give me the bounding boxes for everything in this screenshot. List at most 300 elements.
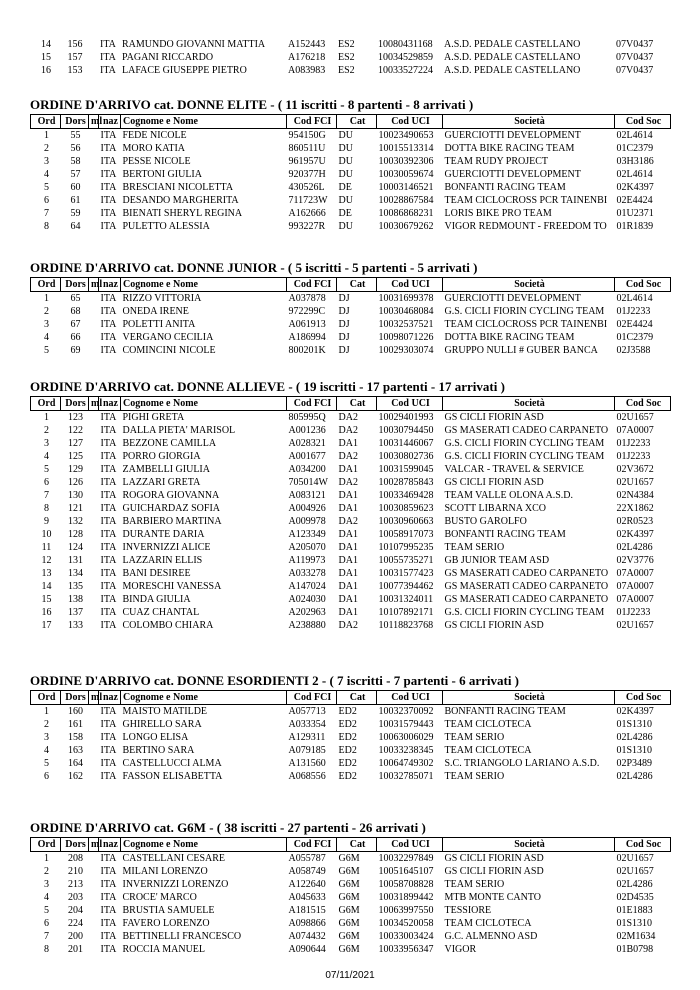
column-header: ml [89,691,99,705]
cell-societa: GB JUNIOR TEAM ASD [444,555,550,566]
column-header: naz [99,115,121,129]
cell-name: COMINCINI NICOLE [122,345,216,356]
cell-ml [89,220,99,233]
column-header: Società [443,115,615,129]
cell-ord: 1 [44,706,49,717]
table-row [31,515,671,528]
cell-cod-fci: A034200 [288,464,326,475]
cell-cod-uci: 10077394462 [378,581,434,592]
cell-ord: 5 [44,182,49,193]
cell-naz: ITA [100,542,117,553]
cell-cod-fci: A119973 [288,555,326,566]
cell-naz: ITA [100,758,117,769]
cell-societa: TEAM CICLOCROSS PCR TAINENBI [444,195,608,206]
column-header: ml [89,278,99,292]
cell-societa: DOTTA BIKE RACING TEAM [444,143,575,154]
cell-cod-fci: 711723W [288,195,328,206]
cell-cod-fci: A238880 [288,620,326,631]
cell-ord: 15 [41,52,51,63]
cell-naz: ITA [100,319,117,330]
cell-dors: 122 [68,425,83,436]
cell-cod-soc: 01R1839 [616,221,654,232]
cell-name: ZAMBELLI GIULIA [122,464,210,475]
cell-societa: G.S. CICLI FIORIN CYCLING TEAM [444,607,605,618]
cell-cat: DA1 [338,542,358,553]
cell-ord: 2 [44,306,49,317]
table-row [31,943,671,956]
cell-name: PULETTO ALESSIA [122,221,210,232]
cell-cat: ED2 [338,758,357,769]
cell-ml [89,207,99,220]
cell-naz: ITA [100,555,117,566]
cell-dors: 132 [68,516,83,527]
cell-ml [89,411,99,425]
cell-name: PIGHI GRETA [122,412,185,423]
cell-cod-soc: 01B0798 [616,944,654,955]
cell-naz: ITA [100,182,117,193]
cell-ml [89,705,99,719]
cell-societa: TEAM RUDY PROJECT [444,156,549,167]
cell-societa: GS MASERATI CADEO CARPANETO [444,425,609,436]
column-header: Cod Soc [615,691,671,705]
cell-cat: DJ [338,306,350,317]
cell-name: VERGANO CECILIA [122,332,214,343]
cell-name: INVERNIZZI LORENZO [122,879,229,890]
cell-cod-soc: 07V0437 [616,52,654,63]
cell-dors: 123 [68,412,83,423]
cell-dors: 125 [68,451,83,462]
cell-ord: 5 [44,905,49,916]
cell-ord: 4 [44,745,49,756]
column-header: Cognome e Nome [121,691,287,705]
column-header: ml [89,115,99,129]
column-header: Società [443,278,615,292]
cell-cod-fci: A004926 [288,503,326,514]
column-header: naz [99,691,121,705]
cell-name: GUICHARDAZ SOFIA [122,503,221,514]
cell-naz: ITA [100,516,117,527]
cell-ml [89,731,99,744]
cell-ord: 7 [44,490,49,501]
column-header: Dors [61,397,89,411]
cell-societa: VALCAR - TRAVEL & SERVICE [444,464,584,475]
cell-dors: 126 [68,477,83,488]
column-header: ml [89,397,99,411]
cell-naz: ITA [100,332,117,343]
cell-ml [89,344,99,357]
cell-cod-soc: 02L4286 [616,879,653,890]
cell-ord: 15 [41,594,52,605]
cell-cod-uci: 10031699378 [378,293,434,304]
cell-cod-uci: 10030392306 [378,156,434,167]
cell-naz: ITA [100,581,117,592]
cell-cod-soc: 02L4614 [616,130,653,141]
cell-name: CASTELLANI CESARE [122,853,225,864]
column-header: naz [99,838,121,852]
cell-cat: DU [338,143,353,154]
cell-societa: TEAM VALLE OLONA A.S.D. [444,490,574,501]
column-header: Cod Soc [615,115,671,129]
cell-societa: TESSIORE [444,905,492,916]
cell-naz: ITA [100,306,117,317]
cell-ml [89,580,99,593]
cell-ml [89,194,99,207]
cell-naz: ITA [100,293,117,304]
cell-cod-fci: A202963 [288,607,326,618]
table-row [31,891,671,904]
table-row [31,744,671,757]
category-section [30,260,670,357]
cell-cod-fci: A055787 [288,853,326,864]
cell-cat: DE [338,208,352,219]
header-row [31,691,671,705]
cell-cat: DA1 [338,581,358,592]
cell-cod-soc: 02J3588 [616,345,651,356]
cell-cod-fci: A001677 [288,451,326,462]
table-row [30,38,670,51]
cell-cat: DJ [338,332,350,343]
cell-ord: 5 [44,345,49,356]
cell-cod-soc: 02R0523 [616,516,654,527]
cell-cod-soc: 02L4286 [616,542,653,553]
column-header: Cod FCI [287,278,337,292]
cell-cod-soc: 01S1310 [616,918,653,929]
cell-ml [89,554,99,567]
cell-cod-fci: A131560 [288,758,326,769]
column-header: Cod UCI [377,115,443,129]
cell-societa: BONFANTI RACING TEAM [444,529,566,540]
cell-ml [89,878,99,891]
cell-cod-fci: A176218 [288,52,326,63]
cell-cod-soc: 02V3776 [616,555,654,566]
cell-societa: DOTTA BIKE RACING TEAM [444,332,575,343]
cell-name: POLETTI ANITA [122,319,196,330]
cell-cod-uci: 10030960663 [378,516,434,527]
cell-cod-soc: 07A0007 [616,594,654,605]
cell-naz: ITA [100,892,117,903]
cell-cod-soc: 01C2379 [616,143,654,154]
column-header: Cod UCI [377,838,443,852]
table-row [31,168,671,181]
cell-cat: DA1 [338,438,358,449]
cell-naz: ITA [100,503,117,514]
cell-cod-fci: A162666 [288,208,326,219]
table-row [31,305,671,318]
cell-cod-uci: 10031446067 [378,438,434,449]
cell-cat: ED2 [338,706,357,717]
cell-dors: 158 [68,732,83,743]
column-header: naz [99,397,121,411]
cell-cod-uci: 10028867584 [378,195,434,206]
table-row [31,541,671,554]
cell-ord: 5 [44,758,49,769]
cell-dors: 69 [70,345,81,356]
cell-societa: MTB MONTE CANTO [444,892,541,903]
cell-cod-uci: 10086868231 [378,208,434,219]
cell-cod-fci: 705014W [288,477,328,488]
cell-cod-soc: 02U1657 [616,866,654,877]
cell-cod-soc: 02L4286 [616,771,653,782]
section-title: ORDINE D'ARRIVO cat. DONNE ESORDIENTI 2 - ( 7 iscritti - 7 partenti - 6 arrivati ) [30,673,520,688]
cell-cod-uci: 10030468084 [378,306,434,317]
cell-cat: ED2 [338,745,357,756]
cell-ord: 4 [44,892,49,903]
column-header: Cod FCI [287,115,337,129]
cell-ml [89,155,99,168]
cell-societa: GS MASERATI CADEO CARPANETO [444,568,609,579]
cell-cod-soc: 02U1657 [616,412,654,423]
cell-dors: 59 [70,208,81,219]
cell-dors: 204 [68,905,83,916]
cell-dors: 129 [68,464,83,475]
table-row [31,424,671,437]
cell-societa: GS CICLI FIORIN ASD [444,477,544,488]
cell-cod-uci: 10029401993 [378,412,434,423]
cell-ml [89,606,99,619]
cell-ord: 4 [44,332,49,343]
cell-naz: ITA [100,529,117,540]
cell-dors: 210 [68,866,83,877]
cell-name: INVERNIZZI ALICE [122,542,211,553]
cell-cod-fci: A186994 [288,332,326,343]
table-row [31,593,671,606]
cell-ord: 6 [44,771,49,782]
table-row [30,64,670,77]
cell-cod-fci: A083983 [288,65,326,76]
cell-cod-fci: A033278 [288,568,326,579]
cell-naz: ITA [100,594,117,605]
cell-cod-soc: 02L4614 [616,169,653,180]
cell-name: ONEDA IRENE [122,306,189,317]
cell-cod-fci: A061913 [288,319,326,330]
cell-dors: 137 [68,607,83,618]
cell-naz: ITA [100,568,117,579]
cell-cod-soc: 02M1634 [616,931,656,942]
cell-ml [89,541,99,554]
cell-dors: 56 [70,143,81,154]
table-row [31,580,671,593]
cell-dors: 121 [68,503,83,514]
table-row [31,450,671,463]
cell-cod-uci: 10080431168 [378,39,433,50]
cell-cat: G6M [338,892,360,903]
cell-cod-fci: 961957U [288,156,326,167]
cell-ml [89,331,99,344]
header-row [31,838,671,852]
cell-cod-uci: 10033469428 [378,490,434,501]
cell-cat: DA1 [338,568,358,579]
column-header: naz [99,278,121,292]
cell-cod-soc: 01S1310 [616,719,653,730]
cell-cat: DJ [338,345,350,356]
cell-ml [89,770,99,783]
cell-cod-soc: 02K4397 [616,182,654,193]
cell-cod-fci: A028321 [288,438,326,449]
cell-ord: 3 [44,438,49,449]
column-header: Cod Soc [615,838,671,852]
table-row [31,770,671,783]
table-row [31,904,671,917]
cell-cod-uci: 10028785843 [378,477,434,488]
cell-naz: ITA [100,866,117,877]
cell-cod-soc: 01J2233 [616,607,651,618]
cell-cat: ES2 [338,52,355,63]
cell-ord: 11 [41,542,52,553]
cell-ord: 3 [44,156,49,167]
cell-cod-soc: 01E1883 [616,905,653,916]
cell-cod-soc: 02L4286 [616,732,653,743]
table-row [31,437,671,450]
cell-cod-fci: A033354 [288,719,326,730]
cell-cat: G6M [338,853,360,864]
cell-cod-fci: 972299C [288,306,326,317]
table-row [31,411,671,425]
cell-name: BIENATI SHERYL REGINA [122,208,243,219]
column-header: Cat [337,838,377,852]
table-row [30,51,670,64]
cell-dors: 61 [70,195,81,206]
column-header: Società [443,838,615,852]
cell-societa: TEAM CICLOCROSS PCR TAINENBI [444,319,608,330]
header-row [31,115,671,129]
category-section [30,379,670,632]
table-row [31,489,671,502]
cell-name: COLOMBO CHIARA [122,620,214,631]
page-date: 07/11/2021 [325,970,375,981]
cell-ml [89,718,99,731]
cell-cat: G6M [338,918,360,929]
cell-dors: 130 [68,490,83,501]
cell-cat: DU [338,169,353,180]
cell-societa: A.S.D. PEDALE CASTELLANO [444,52,581,63]
table-row [31,757,671,770]
cell-dors: 68 [70,306,81,317]
column-header: Società [443,397,615,411]
cell-societa: GS CICLI FIORIN ASD [444,412,544,423]
column-header: Dors [61,278,89,292]
cell-cat: DA1 [338,529,358,540]
cell-cod-soc: 01J2233 [616,438,651,449]
cell-cod-fci: A045633 [288,892,326,903]
column-header: Ord [31,691,61,705]
cell-societa: A.S.D. PEDALE CASTELLANO [444,65,581,76]
cell-ord: 13 [41,568,52,579]
cell-cod-soc: 01J2233 [616,306,651,317]
cell-name: BETTINELLI FRANCESCO [122,931,242,942]
cell-cat: DA1 [338,555,358,566]
cell-cod-fci: A181515 [288,905,326,916]
cell-cod-fci: A079185 [288,745,326,756]
cell-cat: DA2 [338,620,358,631]
cell-cod-fci: A009978 [288,516,326,527]
table-row [31,181,671,194]
cell-ml [89,917,99,930]
cell-ml [89,852,99,866]
cell-ord: 3 [44,319,49,330]
cell-naz: ITA [100,745,117,756]
cell-dors: 138 [68,594,83,605]
cell-societa: TEAM SERIO [444,879,505,890]
cell-ml [88,38,98,51]
cell-ml [89,142,99,155]
cell-societa: GS MASERATI CADEO CARPANETO [444,581,609,592]
cell-ord: 2 [44,866,49,877]
cell-cod-fci: A058749 [288,866,326,877]
cell-cat: DE [338,182,352,193]
table-row [31,292,671,306]
cell-societa: GUERCIOTTI DEVELOPMENT [444,130,581,141]
cell-dors: 208 [68,853,83,864]
cell-dors: 153 [67,65,83,76]
cell-ml [89,943,99,956]
cell-cat: DA1 [338,594,358,605]
cell-name: BEZZONE CAMILLA [122,438,217,449]
column-header: Cod FCI [287,397,337,411]
table-row [31,220,671,233]
table-row [31,331,671,344]
cell-societa: BONFANTI RACING TEAM [444,182,566,193]
cell-cod-soc: 03H3186 [616,156,654,167]
cell-cod-uci: 10032785071 [378,771,434,782]
column-header: Società [443,691,615,705]
column-header: Cod Soc [615,397,671,411]
cell-ml [89,891,99,904]
column-header: Cognome e Nome [121,838,287,852]
section-title: ORDINE D'ARRIVO cat. DONNE ALLIEVE - ( 19 iscritti - 17 partenti - 17 arrivati ) [30,379,505,394]
cell-cat: DU [338,195,353,206]
cell-cod-uci: 10058917073 [378,529,434,540]
cell-name: FAVERO LORENZO [122,918,210,929]
cell-cod-uci: 10032297849 [378,853,434,864]
section-title: ORDINE D'ARRIVO cat. DONNE JUNIOR - ( 5 iscritti - 5 partenti - 5 arrivati ) [30,260,478,275]
cell-cod-fci: A123349 [288,529,326,540]
cell-dors: 201 [68,944,83,955]
cell-societa: BONFANTI RACING TEAM [444,706,566,717]
cell-ord: 8 [44,221,49,232]
cell-naz: ITA [100,918,117,929]
cell-ord: 7 [44,208,49,219]
cell-cat: DU [338,130,353,141]
cell-cod-soc: 02U1657 [616,477,654,488]
cell-cod-soc: 07A0007 [616,581,654,592]
column-header: Dors [61,691,89,705]
results-table [30,837,671,956]
cell-name: FASSON ELISABETTA [122,771,223,782]
cell-cod-soc: 07V0437 [616,65,654,76]
cell-ord: 3 [44,732,49,743]
cell-cod-fci: A152443 [288,39,326,50]
cell-naz: ITA [100,490,117,501]
cell-cod-fci: 954150G [288,130,326,141]
cell-name: PAGANI RICCARDO [122,52,214,63]
table-row [31,194,671,207]
cell-naz: ITA [100,853,117,864]
cell-societa: G.S. CICLI FIORIN CYCLING TEAM [444,451,605,462]
cell-cod-uci: 10032370092 [378,706,434,717]
cell-cod-soc: 02K4397 [616,706,654,717]
cell-cod-uci: 10063997550 [378,905,434,916]
cell-cat: ED2 [338,732,357,743]
cell-ml [89,744,99,757]
cell-naz: ITA [100,719,117,730]
cell-name: BERTINO SARA [122,745,195,756]
cell-naz: ITA [100,208,117,219]
cell-name: GHIRELLO SARA [122,719,202,730]
cell-dors: 58 [70,156,81,167]
cell-name: BANI DESIREE [122,568,191,579]
cell-name: PORRO GIORGIA [122,451,201,462]
cell-cod-soc: 01S1310 [616,745,653,756]
